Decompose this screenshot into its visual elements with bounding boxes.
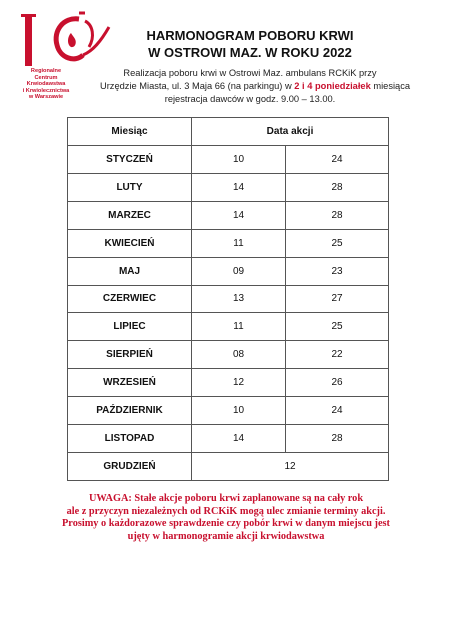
month-cell: PAŹDZIERNIK	[68, 397, 192, 425]
logo-text	[13, 68, 79, 101]
intro-line-2-suffix: miesiąca	[370, 81, 411, 91]
note-line-4: ujęty w harmonogramie akcji krwiodawstwa	[127, 530, 325, 542]
date-cell-1: 10	[192, 397, 286, 425]
month-cell: LIPIEC	[68, 313, 192, 341]
intro-line-2-prefix: Urzędzie Miasta, ul. 3 Maja 66 (na parkingu) w	[100, 81, 295, 91]
date-cell-2: 28	[286, 425, 389, 453]
date-cell-1: 14	[192, 173, 286, 201]
intro-line-2	[100, 80, 411, 93]
date-cell-1: 13	[192, 285, 286, 313]
date-cell-2: 25	[286, 229, 389, 257]
date-cell-2: 23	[286, 257, 389, 285]
date-cell-1: 11	[192, 313, 286, 341]
date-cell-1: 14	[192, 201, 286, 229]
table-row	[68, 425, 389, 453]
note-line-3: Prosimy o każdorazowe sprawdzenie czy pobór krwi w danym miejscu jest	[62, 518, 390, 530]
table-row	[68, 201, 389, 229]
intro-line-2-highlight: 2 i 4 poniedziałek	[294, 81, 371, 91]
table-row	[68, 341, 389, 369]
month-cell: WRZESIEŃ	[68, 369, 192, 397]
intro-paragraph	[100, 67, 411, 106]
note-line-1: UWAGA: Stałe akcje poboru krwi zaplanowane są na cały rok	[88, 493, 364, 504]
date-cell-1: 08	[192, 341, 286, 369]
month-cell: STYCZEŃ	[68, 145, 192, 173]
page-title-line-1: HARMONOGRAM POBORU KRWI	[146, 28, 354, 43]
intro-line-1: Realizacja poboru krwi w Ostrowi Maz. ambulans RCKiK przy	[123, 68, 377, 78]
header-dates: Data akcji	[192, 118, 389, 146]
date-cell-1: 12	[192, 369, 286, 397]
schedule-table	[67, 117, 389, 481]
date-cell-merged: 12	[192, 453, 389, 481]
table-row	[68, 257, 389, 285]
month-cell: GRUDZIEŃ	[68, 453, 192, 481]
table-row	[68, 229, 389, 257]
note-line-2: ale z przyczyn niezależnych od RCKiK mogą ulec zmianie terminy akcji.	[66, 505, 386, 517]
logo-line: Centrum	[34, 74, 58, 81]
month-cell: SIERPIEŃ	[68, 341, 192, 369]
date-cell-2: 26	[286, 369, 389, 397]
table-row	[68, 453, 389, 481]
table-header-row	[68, 118, 389, 146]
date-cell-1: 11	[192, 229, 286, 257]
date-cell-1: 09	[192, 257, 286, 285]
date-cell-2: 25	[286, 313, 389, 341]
date-cell-2: 27	[286, 285, 389, 313]
month-cell: LISTOPAD	[68, 425, 192, 453]
date-cell-2: 28	[286, 173, 389, 201]
table-row	[68, 313, 389, 341]
logo-line: Regionalne	[30, 68, 62, 74]
logo-line: Krwiodawstwa	[26, 81, 66, 88]
intro-line-3: rejestracja dawców w godz. 9.00 – 13.00.	[164, 94, 336, 104]
date-cell-1: 14	[192, 425, 286, 453]
table-row	[68, 145, 389, 173]
warning-note	[40, 493, 412, 543]
date-cell-1: 10	[192, 145, 286, 173]
date-cell-2: 24	[286, 145, 389, 173]
table-row	[68, 173, 389, 201]
table-row	[68, 397, 389, 425]
table-row	[68, 369, 389, 397]
date-cell-2: 24	[286, 397, 389, 425]
month-cell: MAJ	[68, 257, 192, 285]
date-cell-2: 28	[286, 201, 389, 229]
header-month: Miesiąc	[68, 118, 192, 146]
logo-line: i Krwiolecznictwa	[22, 87, 70, 94]
page-title-line-2: W OSTROWI MAZ. W ROKU 2022	[148, 45, 352, 60]
month-cell: MARZEC	[68, 201, 192, 229]
date-cell-2: 22	[286, 341, 389, 369]
month-cell: CZERWIEC	[68, 285, 192, 313]
logo-line: w Warszawie	[28, 94, 64, 101]
month-cell: KWIECIEŃ	[68, 229, 192, 257]
table-row	[68, 285, 389, 313]
month-cell: LUTY	[68, 173, 192, 201]
